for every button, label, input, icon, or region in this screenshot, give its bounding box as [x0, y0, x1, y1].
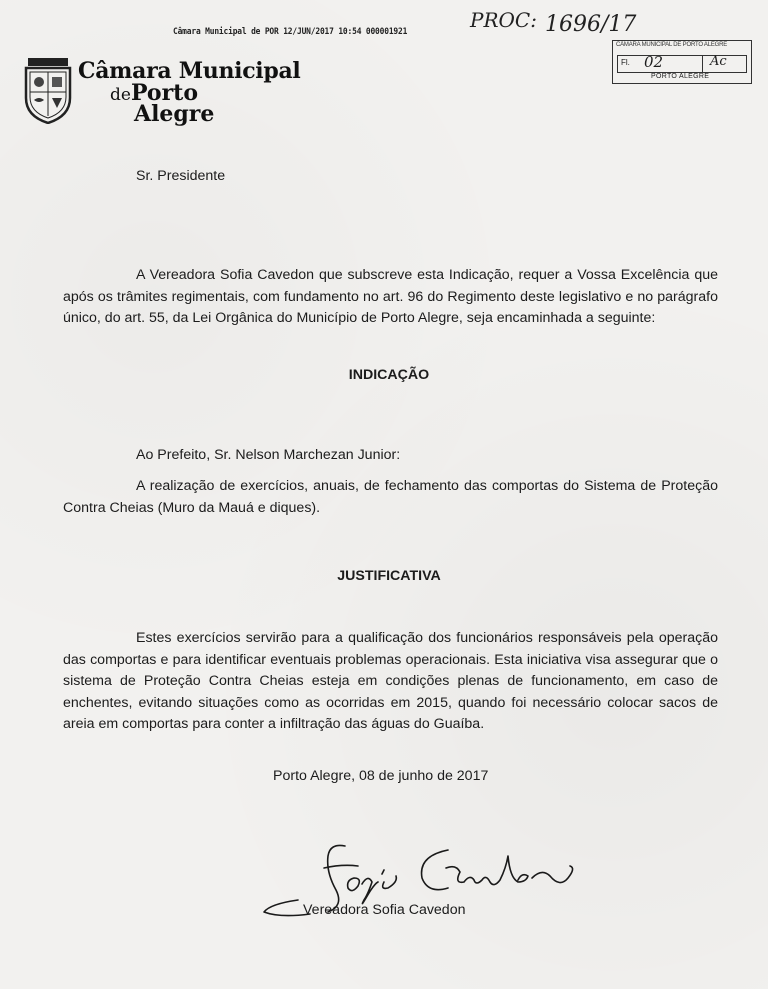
logo-line2-prefix: de [110, 85, 131, 105]
salutation: Sr. Presidente [136, 168, 226, 184]
protocol-initials: Ac [710, 54, 727, 69]
protocol-stamp-row [617, 55, 747, 73]
indication-paragraph [63, 476, 718, 519]
intro-paragraph [63, 265, 718, 330]
process-number: 1696/17 [545, 12, 637, 37]
recipient-line: Ao Prefeito, Sr. Nelson Marchezan Junior: [136, 447, 401, 463]
coat-of-arms-icon [22, 58, 74, 124]
protocol-stamp-footer: PORTO ALEGRE [651, 73, 710, 80]
justification-paragraph [63, 628, 718, 736]
indication-text: A realização de exercícios, anuais, de fechamento das comportas do Sistema de Proteção Contra Cheias (Muro da Mauá e diques). [63, 478, 718, 516]
protocol-stamp-header: CÂMARA MUNICIPAL DE PORTO ALEGRE [616, 42, 728, 48]
justification-text: Estes exercícios servirão para a qualificação dos funcionários responsáveis pela operação das comportas e para identificar eventuais problemas operacionais. Esta iniciativa visa assegurar que o sistema de Proteção Contra Cheias esteja em condições plenas de funcionamento, em caso de enchentes, evitando situações como as ocorridas em 2015, quando foi necessário colocar sacos de areia em comportas para conter a infiltração das águas do Guaíba. [63, 630, 718, 732]
intro-text: A Vereadora Sofia Cavedon que subscreve esta Indicação, requer a Vossa Excelência que após os trâmites regimentais, com fundamento no art. 96 do Regimento deste legislativo e no parágrafo único, do art. 55, da Lei Orgânica do Município de Porto Alegre, seja encaminhada a seguinte: [63, 267, 718, 326]
logo-line1: Câmara Municipal [78, 58, 301, 84]
protocol-fl-label: Fl. [621, 58, 630, 67]
protocol-stamp [612, 40, 752, 84]
protocol-divider [702, 56, 703, 72]
place-date: Porto Alegre, 08 de junho de 2017 [273, 768, 489, 784]
protocol-folio: 02 [644, 53, 664, 71]
logo-line3: Alegre [134, 101, 215, 127]
received-stamp: Câmara Municipal de POR 12/JUN/2017 10:54 000001921 [173, 27, 408, 37]
logo-line2-text: Porto [130, 80, 199, 106]
signer-name: Vereadora Sofia Cavedon [303, 902, 466, 918]
justification-heading: JUSTIFICATIVA [337, 568, 441, 584]
process-label: PROC: [470, 8, 537, 32]
indication-heading: INDICAÇÃO [348, 367, 430, 383]
